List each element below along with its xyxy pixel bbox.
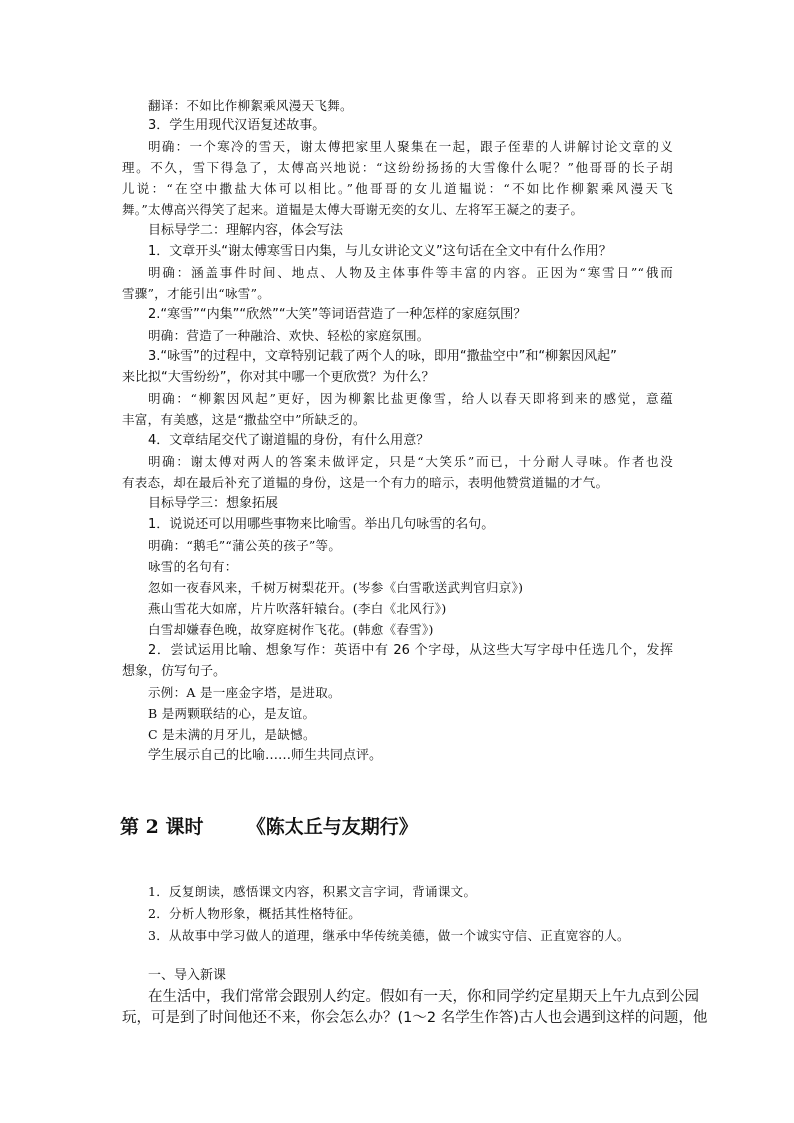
answer-line: 明确：谢太傅对两人的答案未做评定，只是“大笑乐”而已，十分耐人寻味。作者也没 — [148, 454, 673, 469]
goal-heading: 目标导学三：想象拓展 — [148, 496, 279, 511]
answer-line: 明确：“鹅毛”“蒲公英的孩子”等。 — [148, 538, 342, 553]
answer-line: 理。不久，雪下得急了，太傅高兴地说：“这纷纷扬扬的大雪像什么呢？”他哥哥的长子胡 — [122, 160, 673, 175]
poem-line: 燕山雪花大如席，片片吹落轩辕台。(李白《北风行》) — [148, 601, 447, 616]
goal-item: 2．分析人物形象，概括其性格特征。 — [148, 906, 362, 921]
question: 1．文章开头“谢太傅寒雪日内集，与儿女讲论文义”这句话在全文中有什么作用？ — [148, 244, 612, 259]
poem-line: 忽如一夜春风来，千树万树梨花开。(岑参《白雪歌送武判官归京》) — [148, 580, 524, 595]
answer-line: 明确：涵盖事件时间、地点、人物及主体事件等丰富的内容。正因为“寒雪日”“俄而 — [148, 265, 673, 280]
goal-heading: 目标导学二：理解内容，体会写法 — [148, 223, 344, 238]
lesson-heading — [120, 812, 418, 839]
example-line: 示例：A 是一座金字塔，是进取。 — [148, 685, 341, 700]
activity-line: 学生展示自己的比喻……师生共同点评。 — [148, 748, 383, 763]
question: 来比拟“大雪纷纷”，你对其中哪一个更欣赏？为什么？ — [122, 370, 435, 385]
answer-line: 明确：一个寒冷的雪天，谢太傅把家里人聚集在一起，跟子侄辈的人讲解讨论文章的义 — [148, 139, 673, 154]
intro-paragraph: 玩，可是到了时间他还不来，你会怎么办？(1～2 名学生作答)古人也会遇到这样的问题，他 — [122, 1010, 708, 1026]
question: 4．文章结尾交代了谢道韫的身份，有什么用意？ — [148, 433, 430, 448]
answer-line: 舞。”太傅高兴得笑了起来。道韫是太傅大哥谢无奕的女儿、左将军王凝之的妻子。 — [122, 202, 584, 217]
answer-line: 丰富，有美感，这是“撒盐空中”所缺乏的。 — [122, 412, 366, 427]
question: 3.“咏雪”的过程中，文章特别记载了两个人的咏，即用“撒盐空中”和“柳絮因风起” — [148, 349, 617, 364]
answer-line: 雪骤”，才能引出“咏雪”。 — [122, 286, 271, 301]
question: 2．尝试运用比喻、想象写作：英语中有 26 个字母，从这些大写字母中任选几个，发挥 — [148, 643, 673, 658]
poem-line: 白雪却嫌春色晚，故穿庭树作飞花。(韩愈《春雪》) — [148, 622, 434, 637]
goal-item: 3．从故事中学习做人的道理，继承中华传统美德，做一个诚实守信、正直宽容的人。 — [148, 928, 630, 943]
example-line: B 是两颗联结的心，是友谊。 — [148, 706, 316, 721]
intro-paragraph: 在生活中，我们常常会跟别人约定。假如有一天，你和同学约定星期天上午九点到公园 — [148, 989, 699, 1005]
translation-line: 翻译：不如比作柳絮乘风漫天飞舞。 — [148, 98, 353, 113]
answer-line: 明确：营造了一种融洽、欢快、轻松的家庭氛围。 — [148, 328, 430, 343]
step-3: 3．学生用现代汉语复述故事。 — [148, 118, 326, 133]
section-heading: 一、导入新课 — [148, 968, 227, 983]
question: 2.“寒雪”“内集”“欣然”“大笑”等词语营造了一种怎样的家庭氛围？ — [148, 307, 527, 322]
answer-line: 有表态，却在最后补充了道韫的身份，这是一个有力的暗示，表明他赞赏道韫的才气。 — [122, 475, 609, 490]
question: 想象，仿写句子。 — [122, 664, 227, 679]
lesson-title: 《陈太丘与友期行》 — [246, 816, 418, 838]
answer-line: 明确：“柳絮因风起”更好，因为柳絮比盐更像雪，给人以春天即将到来的感觉，意蕴 — [148, 391, 673, 406]
question: 1．说说还可以用哪些事物来比喻雪。举出几句咏雪的名句。 — [148, 517, 495, 532]
answer-line: 儿说：“在空中撒盐大体可以相比。”他哥哥的女儿道韫说：“不如比作柳絮乘风漫天飞 — [122, 181, 673, 196]
poem-intro: 咏雪的名句有： — [148, 559, 238, 574]
goal-item: 1．反复朗读，感悟课文内容，积累文言字词，背诵课文。 — [148, 884, 477, 899]
lesson-number: 第 2 课时 — [120, 816, 204, 838]
example-line: C 是未满的月牙儿，是缺憾。 — [148, 727, 316, 742]
